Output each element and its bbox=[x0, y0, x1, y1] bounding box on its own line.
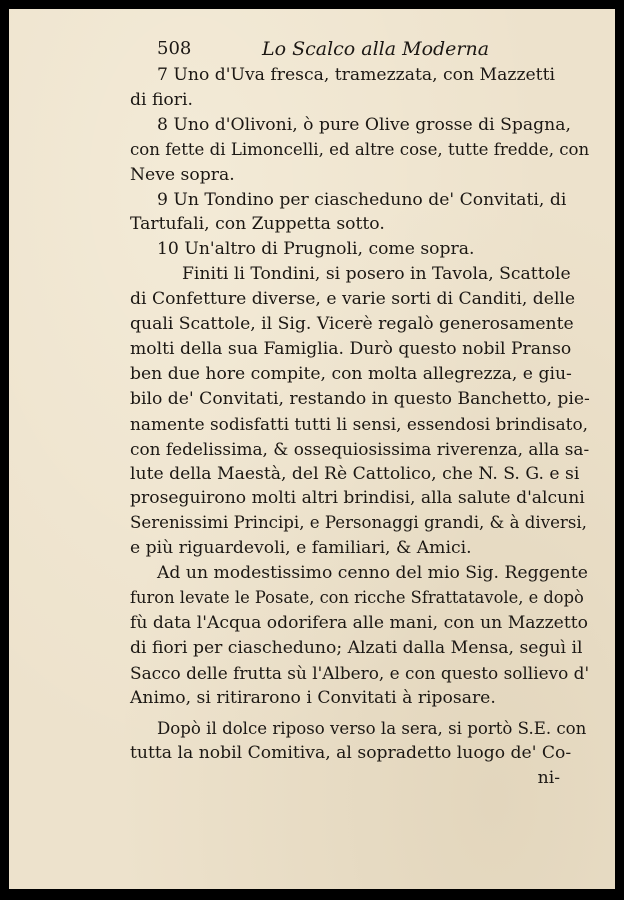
catchword: ni- bbox=[537, 768, 560, 789]
page-content bbox=[130, 37, 590, 791]
text-line: bilo de' Convitati, restando in questo Banchetto, pie- bbox=[130, 388, 590, 409]
text-line: molti della sua Famiglia. Durò questo nobil Pranso bbox=[130, 338, 572, 359]
menu-item-10 bbox=[130, 237, 590, 262]
book-page bbox=[9, 9, 615, 889]
text-line: lute della Maestà, del Rè Cattolico, che N. S. G. e si bbox=[130, 463, 580, 484]
paragraph-dopo bbox=[130, 717, 590, 767]
text-line: Serenissimi Principi, e Personaggi grandi, & à diversi, bbox=[130, 513, 587, 533]
text-line: di Confetture diverse, e varie sorti di Canditi, delle bbox=[130, 289, 576, 310]
text-line: con fette di Limoncelli, ed altre cose, tutte fredde, con bbox=[130, 139, 590, 159]
text-line: Neve sopra. bbox=[130, 164, 235, 185]
text-line: Ad un modestissimo cenno del mio Sig. Reggente bbox=[157, 563, 588, 584]
text-line: Sacco delle frutta sù l'Albero, e con questo sollievo d' bbox=[130, 662, 590, 683]
paragraph-finiti bbox=[130, 262, 590, 561]
text-line: proseguirono molti altri brindisi, alla salute d'alcuni bbox=[130, 488, 585, 509]
text-line: di fiori. bbox=[130, 89, 193, 110]
text-line: tutta la nobil Comitiva, al sopradetto luogo de' Co- bbox=[130, 743, 572, 764]
page-number: 508 bbox=[157, 38, 192, 59]
text-line: fù data l'Acqua odorifera alle mani, con un Mazzetto bbox=[130, 612, 588, 633]
running-title: Lo Scalco alla Moderna bbox=[262, 38, 490, 60]
text-line: namente sodisfatti tutti li sensi, essendosi brindisato, bbox=[130, 413, 588, 434]
text-line: Finiti li Tondini, si posero in Tavola, Scattole bbox=[182, 264, 571, 285]
text-line: Dopò il dolce riposo verso la sera, si portò S.E. con bbox=[157, 718, 587, 738]
text-line: quali Scattole, il Sig. Vicerè regalò generosamente bbox=[130, 314, 574, 335]
menu-item-7 bbox=[130, 63, 590, 113]
paragraph-ad-un bbox=[130, 561, 590, 710]
text-line: 10 Un'altro di Prugnoli, come sopra. bbox=[157, 239, 475, 260]
text-line: con fedelissima, & ossequiosissima riverenza, alla sa- bbox=[130, 438, 590, 459]
menu-item-8 bbox=[130, 113, 590, 188]
text-line: 7 Uno d'Uva fresca, tramezzata, con Mazzetti bbox=[157, 65, 555, 85]
text-line: e più riguardevoli, e familiari, & Amici. bbox=[130, 538, 472, 559]
text-line: Tartufali, con Zuppetta sotto. bbox=[130, 214, 385, 235]
text-line: Animo, si ritirarono i Convitati à riposare. bbox=[130, 687, 496, 708]
text-line: 8 Uno d'Olivoni, ò pure Olive grosse di Spagna, bbox=[157, 114, 571, 135]
text-line: ben due hore compite, con molta allegrezza, e giu- bbox=[130, 363, 572, 384]
menu-item-9 bbox=[130, 188, 590, 238]
text-line: furon levate le Posate, con ricche Sfrattatavole, e dopò bbox=[130, 588, 584, 608]
text-line: di fiori per ciascheduno; Alzati dalla Mensa, seguì il bbox=[130, 637, 583, 658]
page-header bbox=[130, 37, 590, 63]
text-line: 9 Un Tondino per ciascheduno de' Convitati, di bbox=[157, 189, 567, 210]
